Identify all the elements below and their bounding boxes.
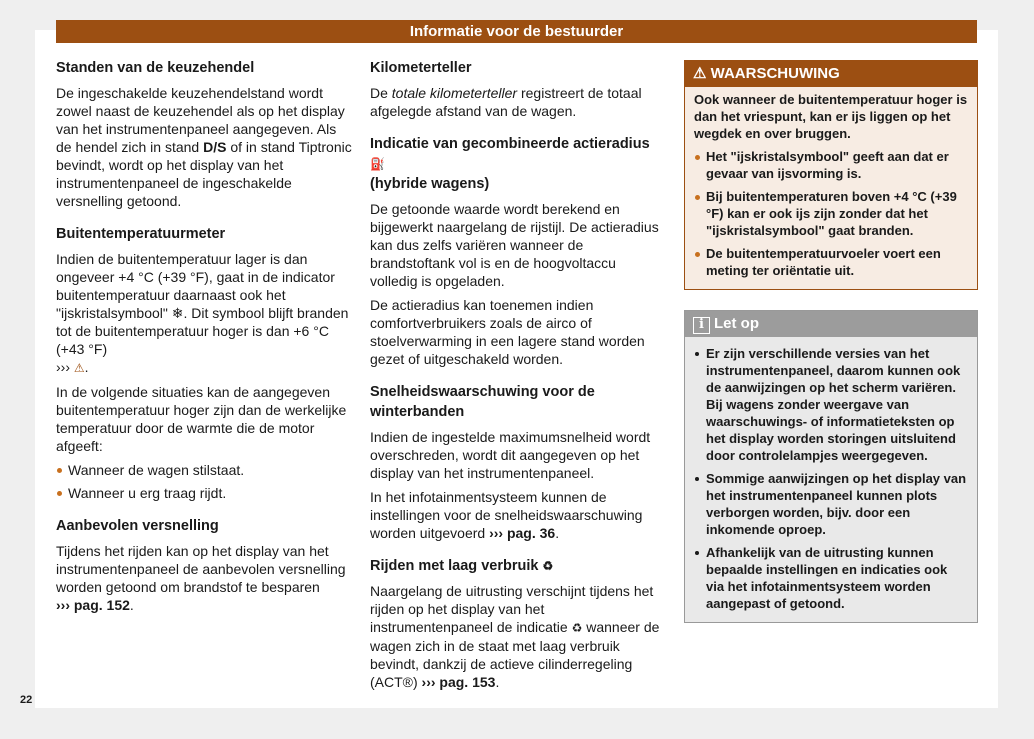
column-2 xyxy=(370,58,664,705)
warning-triangle-icon: ⚠ xyxy=(73,361,85,375)
column-3 xyxy=(684,60,978,623)
info-icon: i xyxy=(693,317,710,334)
column-1 xyxy=(56,58,352,628)
eco-icon: ♻ xyxy=(542,559,554,573)
note-title: Let op xyxy=(714,315,759,332)
text: registreert de totaal afgelegde afstand van de wagen. xyxy=(370,85,642,119)
text: Indien de buitentemperatuur lager is dan ongeveer +4 °C (+39 °F), gaat in de indicator buitentemperatuur daarnaast ook het "ijskristalsymbool" ❄. Dit symbool blijft branden tot de buitentemperatuur hoger is dan +6 °C (+43 °F) xyxy=(56,251,349,357)
hybrid-icon: ⛽ xyxy=(370,157,385,171)
list-item: Sommige aanwijzingen op het display van het instrumentenpaneel kunnen plots verborgen worden, bijv. door een inkomende oproep. xyxy=(694,470,968,538)
paragraph xyxy=(56,84,352,210)
text: Naargelang de uitrusting verschijnt tijdens het rijden op het display van het instrumentenpaneel de indicatie xyxy=(370,583,654,635)
page-reference-link[interactable]: ››› pag. 153 xyxy=(421,674,496,690)
heading-text: Rijden met laag verbruik xyxy=(370,558,539,574)
heading: Snelheidswaarschuwing voor de winterbanden xyxy=(370,384,595,420)
text: De ingeschakelde keuzehendelstand wordt zowel naast de keuzehendel als op het display van het instrumentenpaneel aangegeven. Als de hendel zich in stand xyxy=(56,85,345,155)
bullet-list xyxy=(694,345,968,612)
bullet-list xyxy=(56,461,352,502)
note-body xyxy=(685,337,977,622)
paragraph xyxy=(370,84,664,120)
list-item: Het "ijskristalsymbool" geeft aan dat er gevaar van ijsvorming is. xyxy=(694,148,968,182)
heading xyxy=(370,134,664,194)
warning-box-header xyxy=(685,61,977,87)
list-item: Afhankelijk van de uitrusting kunnen bepaalde instellingen en indicaties ook via het infotainmentsysteem worden aangepast of getoond. xyxy=(694,544,968,612)
text: Tijdens het rijden kan op het display van het instrumentenpaneel de aanbevolen versnelling worden getoond om brandstof te besparen xyxy=(56,543,346,595)
section-gear-positions xyxy=(56,58,352,210)
paragraph: De actieradius kan toenemen indien comfortverbruikers zoals de airco of stoelverwarming in een lagere stand worden gezet of uitgeschakeld worden. xyxy=(370,297,645,367)
heading-text: (hybride wagens) xyxy=(370,176,490,192)
paragraph: Naargelang de uitrusting verschijnt tijdens het rijden op het display van het instrumentenpaneel de indicatie ♻ wanneer de wagen zich in de staat met laag verbruik bevindt, dankzij de actieve cilinderregeling (ACT®) ››› pag. 153. xyxy=(370,583,660,690)
section-odometer xyxy=(370,58,664,120)
heading: Aanbevolen versnelling xyxy=(56,518,219,534)
section-outside-temperature xyxy=(56,224,352,502)
list-item: Wanneer de wagen stilstaat. xyxy=(56,461,352,479)
heading: Buitentemperatuurmeter xyxy=(56,226,226,242)
heading-text: Indicatie van gecombineerde actieradius xyxy=(370,136,650,152)
section-header: Informatie voor de bestuurder xyxy=(56,20,977,43)
text-bold: D/S xyxy=(203,139,227,155)
paragraph: Tijdens het rijden kan op het display van het instrumentenpaneel de aanbevolen versnelling worden getoond om brandstof te besparen ››› pag. 152. xyxy=(56,543,346,613)
note-box xyxy=(684,310,978,623)
page-number: 22 xyxy=(20,694,33,706)
list-item: Bij buitentemperaturen boven +4 °C (+39 °F) kan er ook ijs zijn zonder dat het "ijskristalsymbool" gaat branden. xyxy=(694,188,968,239)
text: In het infotainmentsysteem kunnen de instellingen voor de snelheidswaarschuwing worden uitgevoerd xyxy=(370,489,643,541)
text-italic: totale kilometerteller xyxy=(391,85,518,101)
reference-arrows[interactable]: ››› xyxy=(56,359,70,375)
heading xyxy=(370,556,664,576)
heading: Standen van de keuzehendel xyxy=(56,60,255,76)
warning-triangle-icon: ⚠ xyxy=(693,65,707,82)
section-recommended-gear xyxy=(56,516,352,614)
paragraph: Indien de ingestelde maximumsnelheid wordt overschreden, wordt dit aangegeven op het display van het instrumentenpaneel. xyxy=(370,429,651,481)
section-low-consumption xyxy=(370,556,664,691)
paragraph: In de volgende situaties kan de aangegeven buitentemperatuur hoger zijn dan de werkelijke temperatuur door de warmte die de motor afgeeft: xyxy=(56,384,347,454)
text: of in stand Tiptronic bevindt, wordt op het display van het instrumentenpaneel de ingeschakelde versnelling getoond. xyxy=(56,139,352,209)
note-box-header xyxy=(685,311,977,337)
heading: Kilometerteller xyxy=(370,60,472,76)
text: De xyxy=(370,85,392,101)
warning-intro: Ook wanneer de buitentemperatuur hoger is dan het vriespunt, kan er ijs liggen op het wegdek en over bruggen. xyxy=(694,92,968,141)
bullet-list xyxy=(694,148,968,279)
warning-title: WAARSCHUWING xyxy=(710,65,840,82)
section-speed-warning xyxy=(370,382,664,542)
text: wanneer de wagen zich in de staat met laag verbruik bevindt, dankzij de actieve cilinderregeling (ACT®) xyxy=(370,619,660,690)
page-reference-link[interactable]: ››› pag. 152 xyxy=(56,597,130,613)
page-reference-link[interactable]: ››› pag. 36 xyxy=(489,525,556,541)
list-item: Wanneer u erg traag rijdt. xyxy=(56,484,352,502)
warning-body xyxy=(685,87,977,289)
section-combined-range xyxy=(370,134,664,368)
paragraph: In het infotainmentsysteem kunnen de instellingen voor de snelheidswaarschuwing worden uitgevoerd ››› pag. 36. xyxy=(370,489,643,541)
list-item: Er zijn verschillende versies van het instrumentenpaneel, daarom kunnen ook de aanwijzingen op het scherm variëren. Bij wagens zonder weergave van waarschuwings- of informatieteksten op het display worden storingen uitsluitend door controlelampjes weergegeven. xyxy=(694,345,968,464)
warning-box xyxy=(684,60,978,290)
list-item: De buitentemperatuurvoeler voert een meting ter oriëntatie uit. xyxy=(694,245,968,279)
paragraph: Indien de buitentemperatuur lager is dan ongeveer +4 °C (+39 °F), gaat in de indicator buitentemperatuur daarnaast ook het "ijskristalsymbool" ❄. Dit symbool blijft branden tot de buitentemperatuur hoger is dan +6 °C (+43 °F) ››› ⚠. xyxy=(56,251,349,375)
paragraph: De getoonde waarde wordt berekend en bijgewerkt naargelang de rijstijl. De actieradius kan dus zelfs variëren wanneer de brandstoftank vol is en de hoogvoltaccu volledig is opgeladen. xyxy=(370,201,659,289)
eco-icon: ♻ xyxy=(571,621,583,635)
